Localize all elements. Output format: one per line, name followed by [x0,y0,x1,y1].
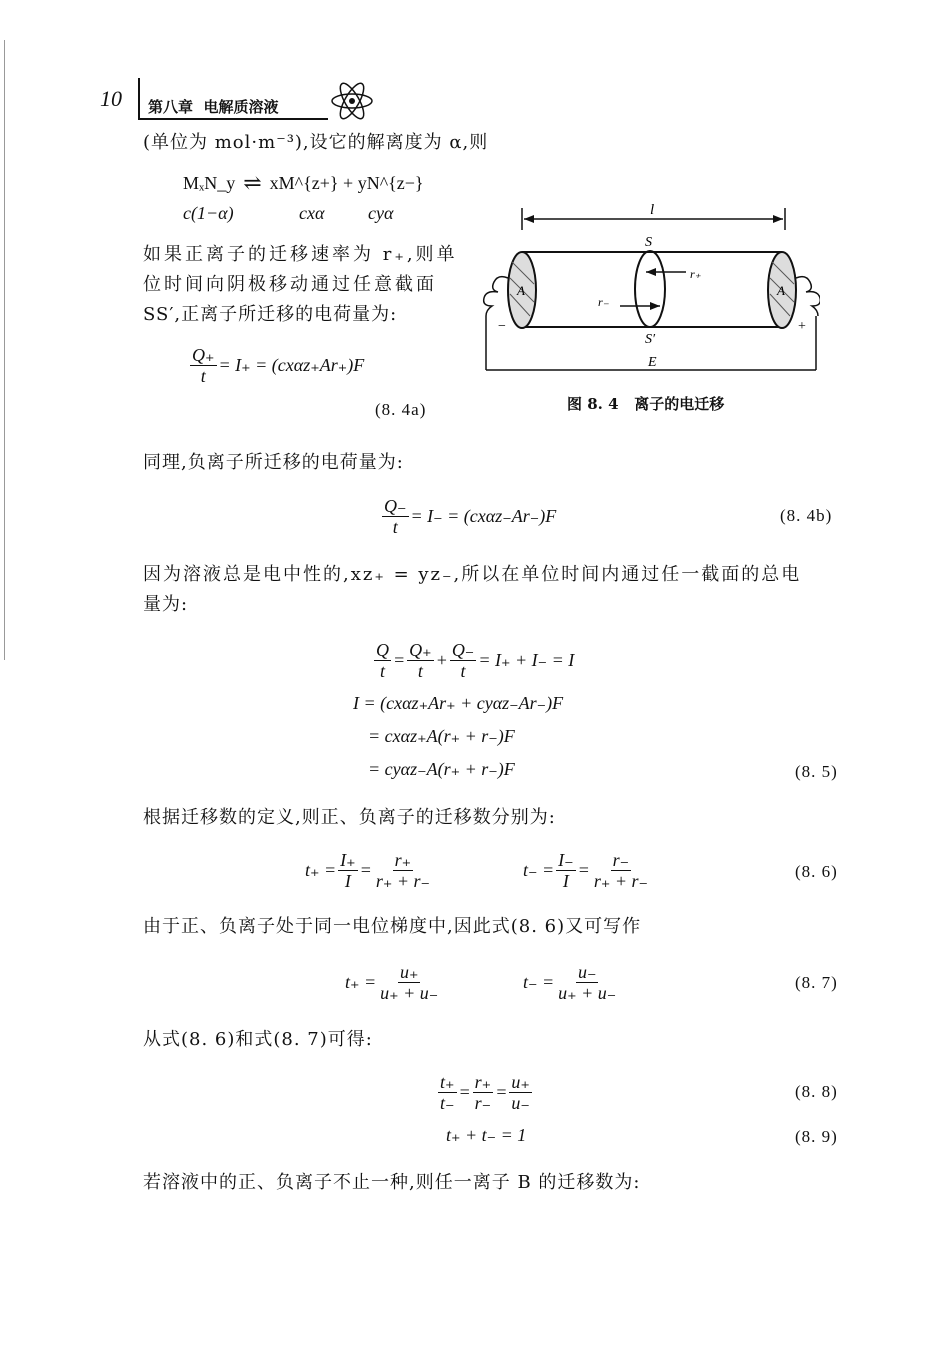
figure-label-l: l [650,202,655,218]
equation-8-4b [380,496,556,537]
header-horizontal-rule [138,118,328,120]
paragraph-combine: 从式(8. 6)和式(8. 7)可得: [143,1029,373,1050]
denominator: u₋ [511,1093,530,1113]
denominator: t [379,661,385,681]
figure-label-S-prime: S′ [645,332,656,347]
paragraph-line: 因为溶液总是电中性的,xz₊ = yz₋,所以在单位时间内通过任一截面的总电 [143,564,802,585]
conc-alpha-3: cyα [368,203,394,223]
figure-ion-migration [480,200,820,385]
fraction [190,345,217,386]
denominator: r₋ [474,1093,492,1113]
numerator: t₊ [440,1072,455,1092]
equation-number-8-9: (8. 9) [795,1127,838,1146]
fraction [374,850,432,891]
numerator: I₋ [558,850,574,870]
equation-lhs: t₊ = [345,972,377,992]
equals-sign: = [495,1082,508,1102]
header-vertical-rule [138,78,140,120]
denominator: u₊ + u₋ [380,983,439,1003]
page-header [100,78,400,123]
denominator: r₊ + r₋ [375,871,430,891]
paragraph-line: 量为: [143,594,189,615]
numerator: r₊ [394,850,412,870]
equals-sign: = [393,650,406,670]
numerator: r₋ [612,850,630,870]
figure-label-A-left: A [517,283,525,298]
equation-number-8-6: (8. 6) [795,862,838,881]
numerator: r₊ [474,1072,492,1092]
equation-number-8-5: (8. 5) [795,762,838,781]
paragraph-potential-gradient: 由于正、负离子处于同一电位梯度中,因此式(8. 6)又可写作 [143,916,642,937]
page-number: 10 [100,86,122,111]
denominator: t [200,366,206,386]
equation-8-9: t₊ + t₋ = 1 [446,1125,527,1145]
page-edge-line [4,40,5,660]
numerator: u₊ [399,962,419,982]
fraction [382,496,409,537]
fraction [407,640,434,681]
conc-alpha-2: cxα [299,203,325,223]
paragraph-transference-definition: 根据迁移数的定义,则正、负离子的迁移数分别为: [143,807,556,828]
fraction [378,962,440,1003]
fraction [473,1072,494,1113]
equilibrium-arrow: ⇌ [243,170,262,195]
equation-lhs: t₋ = [523,972,555,992]
plus-sign: + [435,650,448,670]
equation-8-5-line-3: = cxαz₊A(r₊ + r₋)F [368,726,515,746]
denominator: t [460,661,466,681]
reaction-lhs: MₓN_y [183,172,236,193]
denominator: t₋ [440,1093,455,1113]
equation-number-8-4b: (8. 4b) [780,506,833,525]
equation-rhs: = I₋ = (cxαz₋Ar₋)F [410,506,557,526]
numerator: Q [376,640,389,660]
equation-number-8-8: (8. 8) [795,1082,838,1101]
numerator: Q₋ [451,640,475,660]
fraction [438,1072,457,1113]
reaction-equation [183,170,424,196]
equation-number-8-4a: (8. 4a) [375,400,427,419]
equation-8-5-line-1 [372,640,574,681]
figure-label-r-plus: r₊ [690,267,702,281]
equals-sign: = [359,860,372,880]
paragraph-line: 如果正离子的迁移速率为 r₊,则单 [143,244,458,265]
fraction [338,850,358,891]
numerator: I₊ [340,850,356,870]
reaction-rhs: xM^{z+} + yN^{z−} [269,172,424,193]
fraction [556,850,576,891]
equation-rhs: = I₊ = (cxαz₊Ar₊)F [218,355,365,375]
denominator: t [392,517,398,537]
equation-lhs: t₋ = [523,860,555,880]
equals-sign: = [458,1082,471,1102]
equation-8-5-line-4: = cyαz₋A(r₊ + r₋)F [368,759,515,779]
denominator: I [562,871,569,891]
paragraph-line: 位时间向阴极移动通过任意截面 [143,274,437,295]
numerator: u₋ [577,962,597,982]
fraction [374,640,391,681]
equation-8-7-right [523,962,620,1003]
equation-8-8 [436,1072,534,1113]
equals-sign: = [577,860,590,880]
equation-8-4a [188,345,364,386]
fraction [509,1072,532,1113]
paragraph-negative-ion: 同理,负离子所迁移的电荷量为: [143,452,404,473]
intro-line: (单位为 mol·m⁻³),设它的解离度为 α,则 [143,132,489,153]
equation-number-8-7: (8. 7) [795,973,838,992]
figure-label-minus: − [498,319,506,334]
equation-8-6-left [305,850,434,891]
paragraph-multiple-ions: 若溶液中的正、负离子不止一种,则任一离子 B 的迁移数为: [143,1172,641,1193]
denominator: r₊ + r₋ [593,871,648,891]
conc-alpha-1: c(1−α) [183,203,234,223]
figure-caption: 图 8. 4 离子的电迁移 [567,395,725,413]
fraction [450,640,477,681]
paragraph-neutrality [143,560,863,620]
atom-icon [328,80,376,122]
denominator: I [344,871,351,891]
figure-label-plus: + [798,319,806,334]
figure-label-S: S [645,235,652,250]
equation-lhs: t₊ = [305,860,337,880]
chapter-title: 第八章 电解质溶液 [148,98,279,116]
numerator: u₊ [511,1072,530,1092]
numerator: Q₋ [384,496,407,516]
denominator: t [417,661,423,681]
denominator: u₊ + u₋ [558,983,617,1003]
paragraph-forward-rate [143,240,473,330]
numerator: Q₊ [409,640,432,660]
equation-8-6-right [523,850,652,891]
equation-8-5-line-2: I = (cxαz₊Ar₊ + cyαz₋Ar₋)F [353,693,564,713]
equation-tail: = I₊ + I₋ = I [478,650,575,670]
fraction [592,850,650,891]
fraction [556,962,618,1003]
numerator: Q₊ [192,345,215,365]
figure-label-A-right: A [777,283,785,298]
figure-label-E: E [648,355,657,370]
equation-8-7-left [345,962,442,1003]
paragraph-line: SS′,正离子所迁移的电荷量为: [143,304,398,325]
figure-label-r-minus: r₋ [598,295,610,309]
